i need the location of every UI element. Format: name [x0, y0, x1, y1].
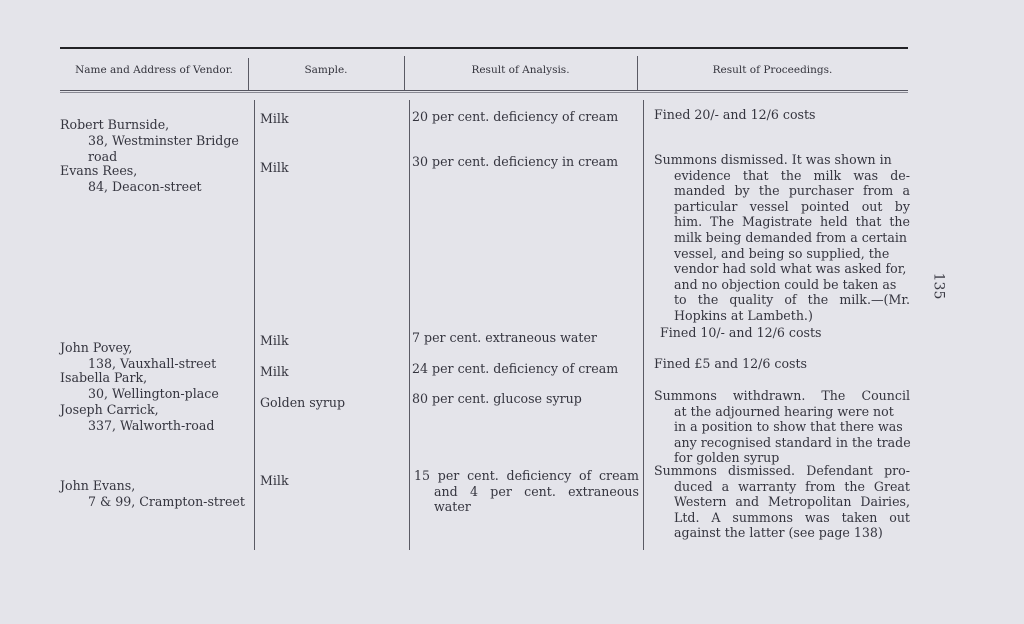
proceedings-line: in a position to show that there was: [674, 419, 903, 435]
vendor-address: 38, Westminster Bridge: [88, 133, 239, 148]
table-top-rule: [60, 47, 908, 49]
proceedings-line: Summons dismissed. Defendant pro-: [654, 463, 910, 478]
column-divider: [254, 100, 255, 550]
proceedings-line: to the quality of the milk.—(Mr.: [674, 292, 910, 308]
proceedings-line: duced a warranty from the Great: [674, 478, 910, 494]
proceedings-cell: [654, 388, 910, 466]
sample-cell: Milk: [260, 364, 289, 379]
proceedings-line: vendor had sold what was asked for,: [674, 261, 907, 277]
proceedings-line: Ltd. A summons was taken out: [674, 509, 910, 525]
vendor-address: 337, Walworth-road: [88, 418, 215, 433]
analysis-line: and 4 per cent. extraneous: [434, 483, 639, 499]
vendor-cell: [60, 163, 202, 195]
sample-cell: Milk: [260, 111, 289, 126]
vendor-address: 138, Vauxhall-street: [88, 356, 217, 371]
sample-cell: Milk: [260, 160, 289, 175]
header-analysis: Result of Analysis.: [471, 64, 570, 76]
vendor-address: road: [88, 149, 118, 164]
header-sample: Sample.: [304, 64, 348, 76]
analysis-cell: 20 per cent. deficiency of cream: [412, 109, 619, 124]
proceedings-line: evidence that the milk was de-: [674, 167, 910, 183]
proceedings-line: milk being demanded from a certain: [674, 229, 907, 245]
sample-cell: Golden syrup: [260, 395, 346, 410]
proceedings-line: manded by the purchaser from a: [674, 183, 910, 199]
proceedings-cell: Fined 20/- and 12/6 costs: [654, 107, 816, 122]
vendor-name: John Evans,: [60, 478, 136, 493]
vendor-name: Isabella Park,: [60, 370, 148, 385]
vendor-address: 84, Deacon-street: [88, 179, 202, 194]
proceedings-cell: [654, 152, 910, 324]
analysis-line: 15 per cent. deficiency of cream: [414, 468, 639, 483]
analysis-cell: [414, 468, 639, 515]
vendor-name: John Povey,: [60, 340, 133, 355]
proceedings-cell: Fined £5 and 12/6 costs: [654, 356, 808, 371]
column-divider: [643, 100, 644, 550]
proceedings-line: vessel, and being so supplied, the: [674, 245, 890, 261]
vendor-cell: [60, 478, 245, 510]
header-bottom-rule: [60, 90, 908, 91]
analysis-cell: 30 per cent. deficiency in cream: [412, 154, 619, 169]
header-bottom-rule-secondary: [60, 92, 908, 93]
analysis-line: water: [434, 499, 471, 515]
vendor-name: Joseph Carrick,: [60, 402, 159, 417]
vendor-cell: [60, 117, 239, 165]
vendor-cell: [60, 340, 216, 372]
proceedings-cell: [654, 463, 910, 541]
proceedings-line: him. The Magistrate held that the: [674, 214, 910, 230]
vendor-name: Robert Burnside,: [60, 117, 170, 132]
vendor-name: Evans Rees,: [60, 163, 138, 178]
page-number: 135: [930, 272, 947, 300]
analysis-cell: 80 per cent. glucose syrup: [412, 391, 582, 406]
proceedings-line: Summons dismissed. It was shown in: [654, 152, 892, 167]
proceedings-line: at the adjourned hearing were not: [674, 403, 894, 419]
proceedings-line: Hopkins at Lambeth.): [674, 307, 813, 323]
proceedings-line: Summons withdrawn. The Council: [654, 388, 910, 403]
sample-cell: Milk: [260, 473, 289, 488]
header-vendor: Name and Address of Vendor.: [75, 64, 233, 76]
vendor-cell: [60, 402, 214, 434]
proceedings-line: particular vessel pointed out by: [674, 198, 910, 214]
vendor-address: 7 & 99, Crampton-street: [88, 494, 245, 509]
proceedings-line: for golden syrup: [674, 450, 780, 466]
header-proceedings: Result of Proceedings.: [712, 64, 833, 76]
sample-cell: Milk: [260, 333, 289, 348]
analysis-cell: 7 per cent. extraneous water: [412, 330, 597, 345]
column-divider: [409, 100, 410, 550]
proceedings-line: Western and Metropolitan Dairies,: [674, 494, 910, 510]
analysis-cell: 24 per cent. deficiency of cream: [412, 361, 619, 376]
proceedings-line: any recognised standard in the trade: [674, 434, 911, 450]
proceedings-cell: Fined 10/- and 12/6 costs: [660, 325, 822, 340]
vendor-address: 30, Wellington-place: [88, 386, 219, 401]
proceedings-line: and no objection could be taken as: [674, 276, 897, 292]
vendor-cell: [60, 370, 219, 402]
proceedings-line: against the latter (see page 138): [674, 525, 883, 541]
